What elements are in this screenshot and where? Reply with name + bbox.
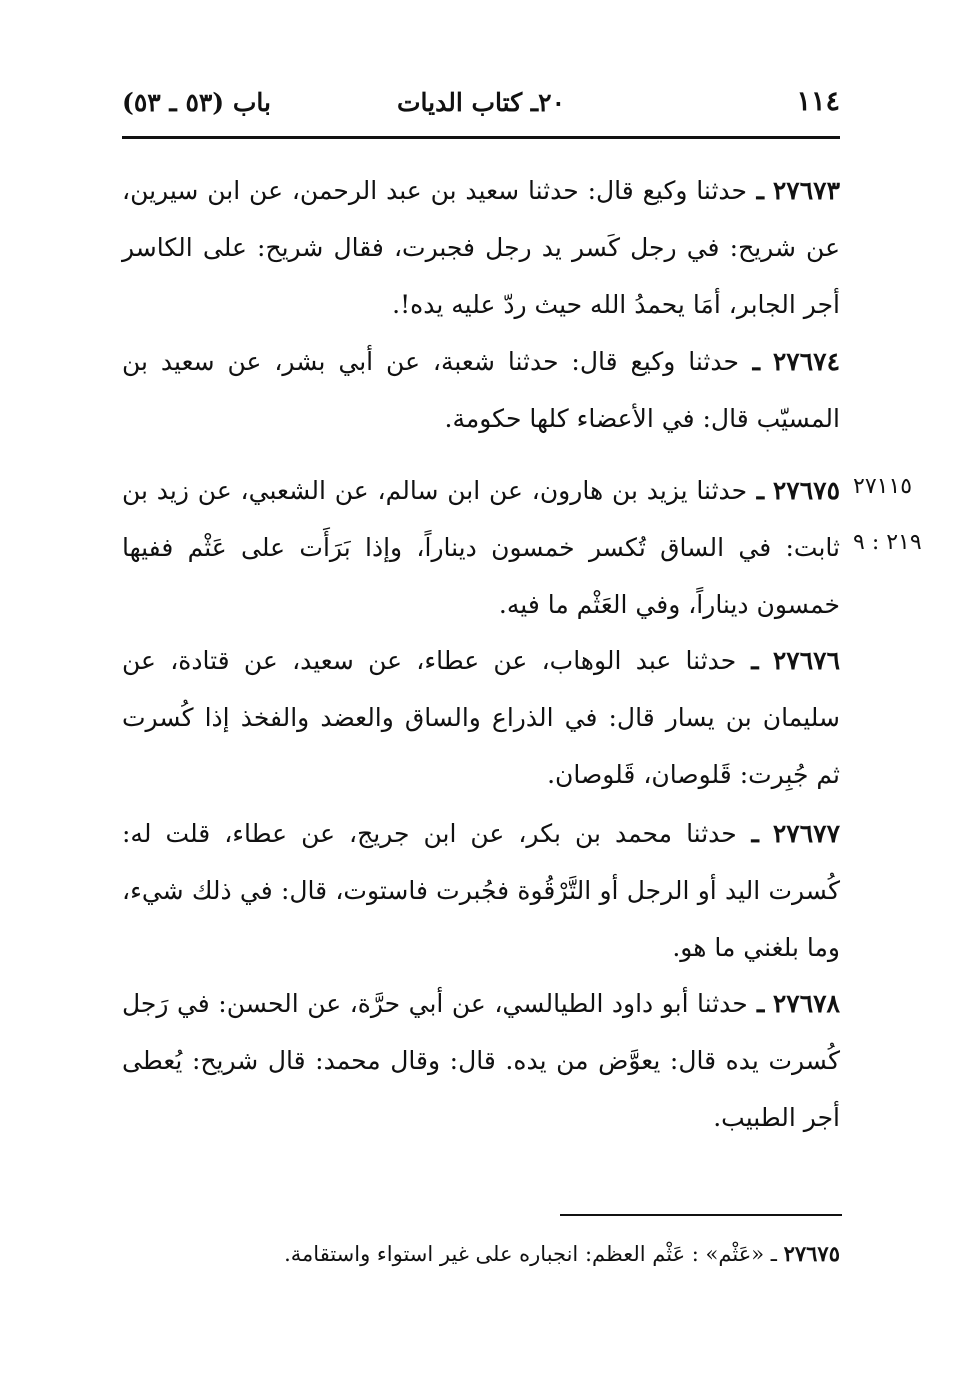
hadith-dash: ـ: [747, 176, 764, 205]
hadith-text: حدثنا محمد بن بكر، عن ابن جريج، عن عطاء، قلت له: كُسرت اليد أو الرجل أو التَّرْقُوة فجُبرت فاستوت، قال: في ذلك شيء، وما بلغني ما هو.: [122, 819, 840, 962]
hadith-27676: [122, 632, 840, 803]
hadith-dash: ـ: [736, 646, 759, 675]
hadith-dash: ـ: [747, 476, 765, 505]
hadith-text: حدثنا عبد الوهاب، عن عطاء، عن سعيد، عن قتادة، عن سليمان بن يسار قال: في الذراع والساق والعضد والفخذ إذا كُسرت ثم جُبِرت: قَلوصان، قَلوصان.: [122, 646, 840, 789]
footnote-number: ٢٧٦٧٥: [783, 1241, 840, 1266]
hadith-dash: ـ: [736, 819, 759, 848]
hadith-text: حدثنا وكيع قال: حدثنا سعيد بن عبد الرحمن، عن ابن سيرين، عن شريح: في رجل كَسر يد رجل فجبرت، فقال شريح: على الكاسر أجر الجابر، أمَا يحمدُ الله حيث ردّ عليه يده!.: [122, 176, 840, 319]
hadith-dash: ـ: [738, 347, 760, 376]
hadith-27674: [122, 333, 840, 447]
book-title: ٢٠ـ كتاب الديات: [397, 88, 565, 117]
margin-reference: ٢٧١١٥: [853, 474, 913, 499]
hadith-text: حدثنا وكيع قال: حدثنا شعبة، عن أبي بشر، عن سعيد بن المسيّب قال: في الأعضاء كلها حكومة.: [122, 347, 840, 433]
hadith-27675: [122, 462, 840, 633]
hadith-27677: [122, 805, 840, 976]
hadith-27673: [122, 162, 840, 333]
page-number: ١١٤: [796, 86, 840, 117]
hadith-number: ٢٧٦٧٥: [772, 476, 840, 505]
hadith-number: ٢٧٦٧٧: [772, 819, 841, 848]
hadith-text: حدثنا أبو داود الطيالسي، عن أبي حرَّة، عن الحسن: في رَجل كُسرت يده قال: يعوَّض من يده. قال: وقال محمد: قال شريح: يُعطى أجر الطبيب.: [122, 989, 840, 1132]
hadith-number: ٢٧٦٧٤: [772, 347, 840, 376]
margin-reference: ٢١٩ : ٩: [853, 530, 922, 555]
hadith-27678: [122, 975, 840, 1146]
hadith-dash: ـ: [747, 989, 765, 1018]
page-header: [122, 86, 840, 130]
footnote-divider: [560, 1214, 842, 1216]
footnote-text: «عَثْم» : عَثْم العظم: انجباره على غير استواء واستقامة.: [284, 1242, 765, 1266]
footnote-dash: ـ: [764, 1242, 777, 1266]
header-divider: [122, 136, 840, 139]
hadith-text: حدثنا يزيد بن هارون، عن ابن سالم، عن الشعبي، عن زيد بن ثابت: في الساق تُكسر خمسون ديناراً، وإذا بَرَأَت على عَثْم ففيها خمسون ديناراً، وفي العَثْم ما فيه.: [122, 476, 840, 619]
footnote: [160, 1236, 840, 1272]
chapter-range: باب (٥٣ ـ ٥٣): [122, 88, 271, 117]
hadith-number: ٢٧٦٧٣: [772, 176, 840, 205]
hadith-number: ٢٧٦٧٨: [772, 989, 840, 1018]
hadith-number: ٢٧٦٧٦: [772, 646, 841, 675]
